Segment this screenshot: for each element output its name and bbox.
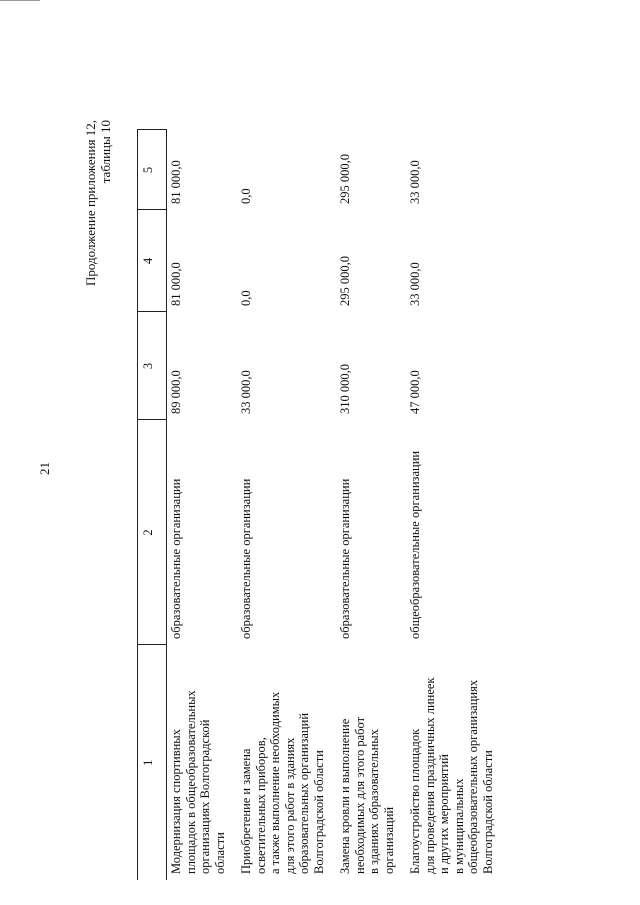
row-value-col4: 33 000,0	[408, 262, 422, 306]
row-description	[406, 645, 505, 880]
table-header-row	[138, 130, 167, 880]
description-line: организаций	[381, 806, 396, 874]
row-description	[336, 645, 406, 880]
description-line: для проведения праздничных линеек	[422, 677, 437, 874]
description-line: Благоустройство площадок	[408, 728, 422, 874]
row-value-col3: 47 000,0	[408, 370, 422, 414]
description-line: в зданиях образовательных	[367, 729, 381, 874]
row-value-col4: 295 000,0	[338, 256, 352, 306]
continuation-caption	[83, 120, 113, 286]
description-line: Волгоградской области	[311, 750, 326, 874]
row-value-col4: 81 000,0	[169, 262, 183, 306]
description-line: в муниципальных	[451, 778, 466, 874]
continuation-line-2: таблицы 10	[98, 120, 113, 184]
row-recipient: образовательные организации	[169, 478, 183, 639]
description-line: образовательных организаций	[297, 712, 311, 874]
row-recipient: образовательные организации	[338, 478, 352, 639]
description-line: общеобразовательных организациях	[466, 679, 480, 874]
row-value-col3: 89 000,0	[169, 370, 183, 414]
row-recipient: общеобразовательные организации	[408, 450, 422, 639]
description-line: для этого работ в зданиях	[282, 737, 297, 874]
column-header-4: 4	[138, 210, 167, 312]
column-header-3: 3	[138, 312, 167, 420]
description-line: необходимых для этого работ	[352, 716, 367, 874]
table-row	[336, 130, 406, 880]
description-line: Замена кровли и выполнение	[338, 718, 352, 874]
description-line: Приобретение и замена	[239, 748, 253, 874]
column-header-2: 2	[138, 420, 167, 645]
column-header-1: 1	[138, 645, 167, 880]
column-header-5: 5	[138, 130, 167, 210]
description-line: и других мероприятий	[437, 754, 451, 874]
table-row	[406, 130, 505, 880]
page-number: 21	[37, 462, 52, 475]
description-line: организациях Волгоградской	[198, 719, 212, 874]
description-line: области	[212, 832, 227, 874]
description-line: осветительных приборов,	[253, 737, 268, 874]
description-line: а также выполнение необходимых	[268, 691, 282, 874]
description-line: Волгоградской области	[480, 750, 495, 874]
continuation-line-1: Продолжение приложения 12,	[83, 120, 98, 287]
row-value-col4: 0,0	[239, 290, 253, 306]
row-value-col5: 295 000,0	[338, 154, 352, 204]
row-recipient: образовательные организации	[239, 478, 253, 639]
description-line: Модернизация спортивных	[169, 729, 183, 874]
data-table	[137, 130, 505, 881]
row-value-col5: 33 000,0	[408, 160, 422, 204]
row-value-col5: 0,0	[239, 188, 253, 204]
row-value-col3: 33 000,0	[239, 370, 253, 414]
row-value-col3: 310 000,0	[338, 364, 352, 414]
table-row	[167, 130, 238, 880]
row-description	[167, 645, 238, 880]
row-value-col5: 81 000,0	[169, 160, 183, 204]
table-row	[237, 130, 336, 880]
description-line: площадок в общеобразовательных	[183, 690, 198, 874]
row-description	[237, 645, 336, 880]
